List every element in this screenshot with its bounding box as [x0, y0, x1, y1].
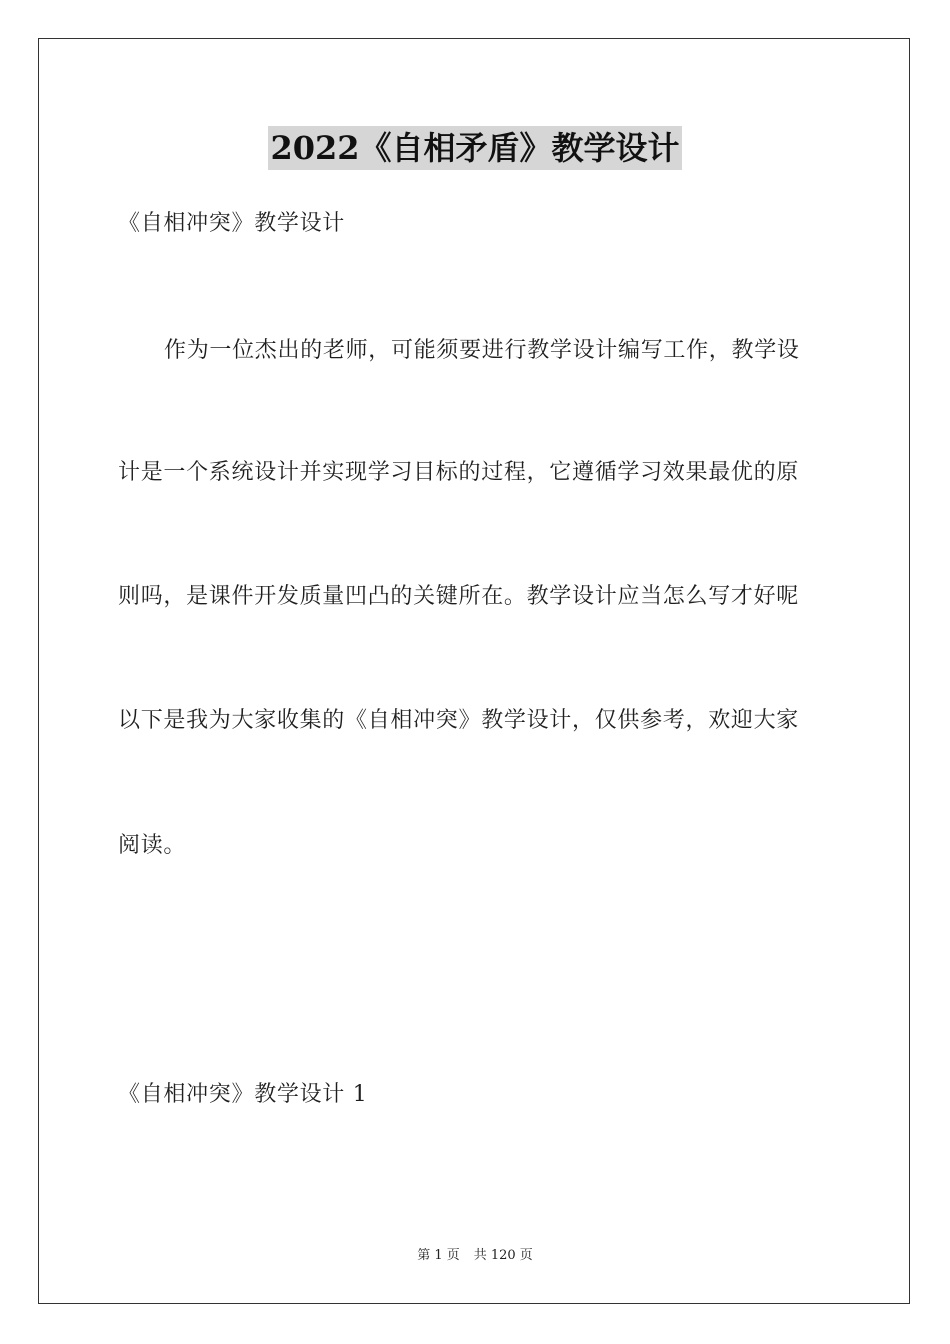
- paragraph-line: 以下是我为大家收集的《自相冲突》教学设计，仅供参考，欢迎大家: [118, 708, 800, 733]
- document-title: 2022《自相矛盾》教学设计: [268, 126, 681, 170]
- page-total: 共 120 页: [473, 1248, 533, 1263]
- paragraph-line: 则吗，是课件开发质量凹凸的关键所在。教学设计应当怎么写才好呢: [118, 584, 800, 609]
- section-heading: 《自相冲突》教学设计 1: [118, 1082, 368, 1107]
- title-container: [0, 126, 950, 170]
- page-number: 第 1 页: [417, 1248, 460, 1263]
- document-subtitle: 《自相冲突》教学设计: [118, 211, 346, 236]
- paragraph-line: 计是一个系统设计并实现学习目标的过程，它遵循学习效果最优的原: [118, 460, 800, 485]
- paragraph-line: 作为一位杰出的老师，可能须要进行教学设计编写工作，教学设: [164, 338, 800, 363]
- paragraph-line: 阅读。: [118, 833, 187, 858]
- page-footer: [0, 1247, 950, 1265]
